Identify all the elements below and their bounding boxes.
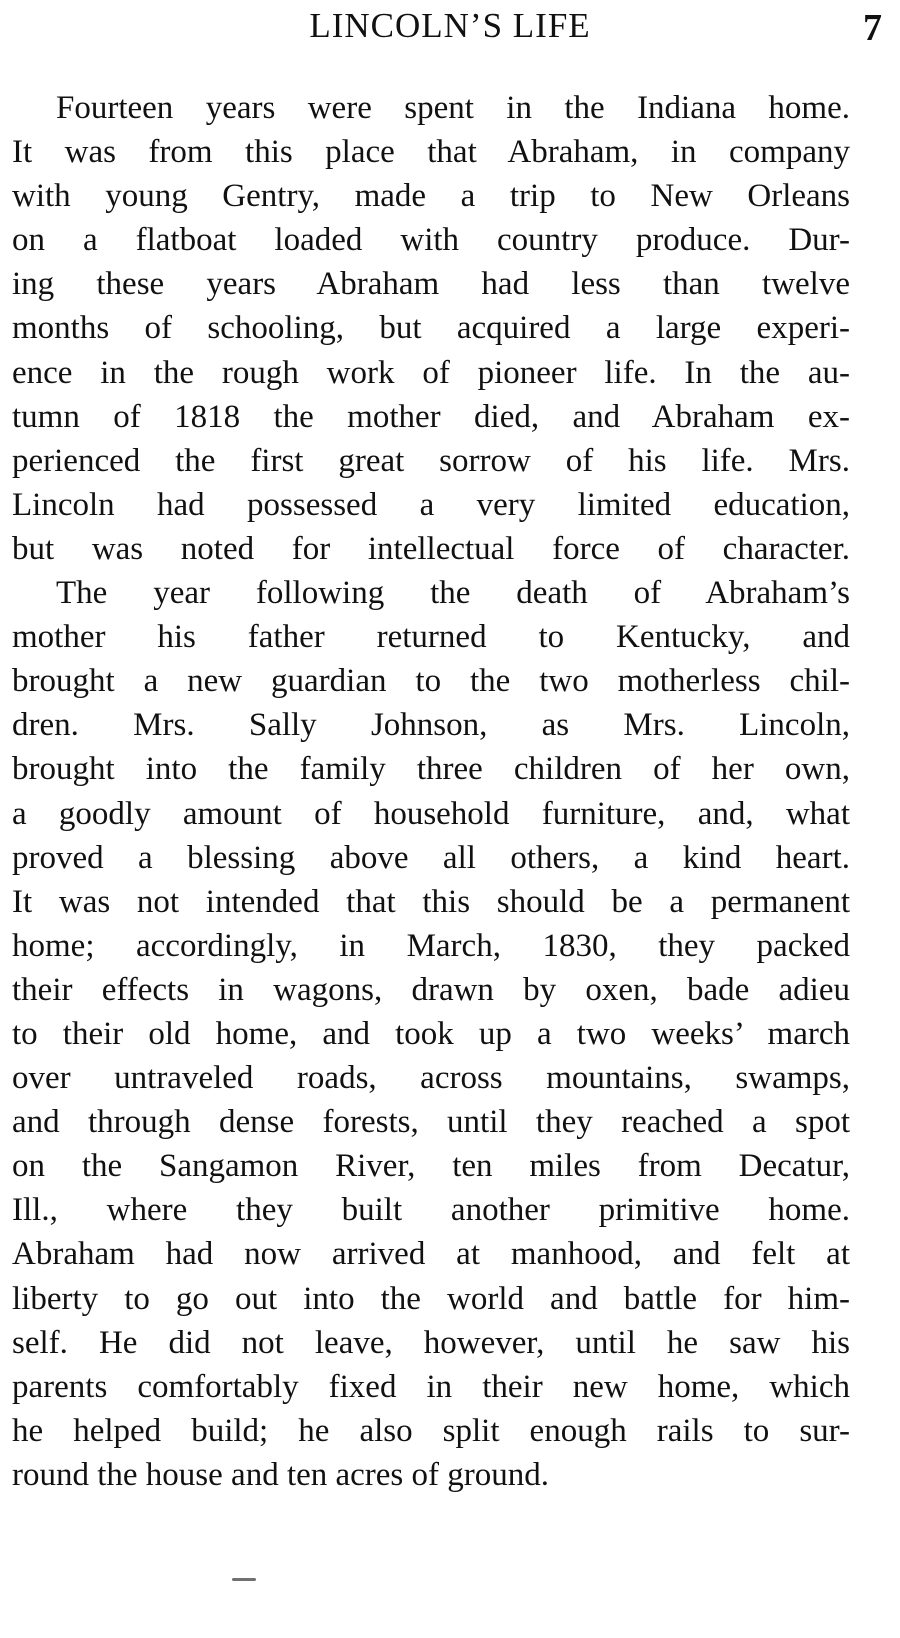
- text-line: mother his father returned to Kentucky, and: [12, 619, 850, 656]
- text-line: with young Gentry, made a trip to New Orleans: [12, 178, 850, 215]
- text-line: Abraham had now arrived at manhood, and felt at: [12, 1236, 850, 1273]
- text-line: brought a new guardian to the two motherless chil-: [12, 663, 850, 700]
- text-line: ing these years Abraham had less than twelve: [12, 266, 850, 303]
- text-line: and through dense forests, until they reached a spot: [12, 1104, 850, 1141]
- text-line: It was not intended that this should be a permanent: [12, 883, 850, 920]
- text-line: on a flatboat loaded with country produce. Dur-: [12, 222, 850, 259]
- text-line: It was from this place that Abraham, in company: [12, 134, 850, 171]
- print-speck-mark: [232, 1578, 256, 1581]
- text-line: The year following the death of Abraham’s: [56, 575, 850, 612]
- text-line: self. He did not leave, however, until he saw his: [12, 1324, 850, 1361]
- text-line: round the house and ten acres of ground.: [12, 1456, 550, 1493]
- text-line: tumn of 1818 the mother died, and Abraham ex-: [12, 398, 850, 435]
- text-line: on the Sangamon River, ten miles from Decatur,: [12, 1148, 850, 1185]
- text-line: ence in the rough work of pioneer life. In the au-: [12, 354, 850, 391]
- text-line: perienced the first great sorrow of his life. Mrs.: [12, 442, 850, 479]
- text-line: home; accordingly, in March, 1830, they packed: [12, 927, 850, 964]
- text-line: to their old home, and took up a two weeks’ march: [12, 1015, 850, 1052]
- running-title: LINCOLN’S LIFE: [309, 6, 591, 45]
- text-line: Ill., where they built another primitive home.: [12, 1192, 850, 1229]
- text-line: brought into the family three children of her own,: [12, 751, 850, 788]
- text-line: he helped build; he also split enough rails to sur-: [12, 1412, 850, 1449]
- text-line: months of schooling, but acquired a large experi-: [12, 310, 850, 347]
- body-text: [12, 86, 850, 1497]
- text-line: dren. Mrs. Sally Johnson, as Mrs. Lincoln,: [12, 707, 850, 744]
- page-number: 7: [863, 7, 882, 49]
- text-line: but was noted for intellectual force of character.: [12, 530, 850, 567]
- running-head: [0, 0, 900, 60]
- text-line: liberty to go out into the world and battle for him-: [12, 1280, 850, 1317]
- text-line: parents comfortably fixed in their new home, which: [12, 1368, 850, 1405]
- text-line: Lincoln had possessed a very limited education,: [12, 486, 850, 523]
- text-line: Fourteen years were spent in the Indiana home.: [56, 90, 850, 126]
- text-line: a goodly amount of household furniture, and, what: [12, 795, 850, 832]
- text-line: over untraveled roads, across mountains, swamps,: [12, 1060, 850, 1097]
- text-line: proved a blessing above all others, a kind heart.: [12, 839, 850, 876]
- text-line: their effects in wagons, drawn by oxen, bade adieu: [12, 971, 850, 1008]
